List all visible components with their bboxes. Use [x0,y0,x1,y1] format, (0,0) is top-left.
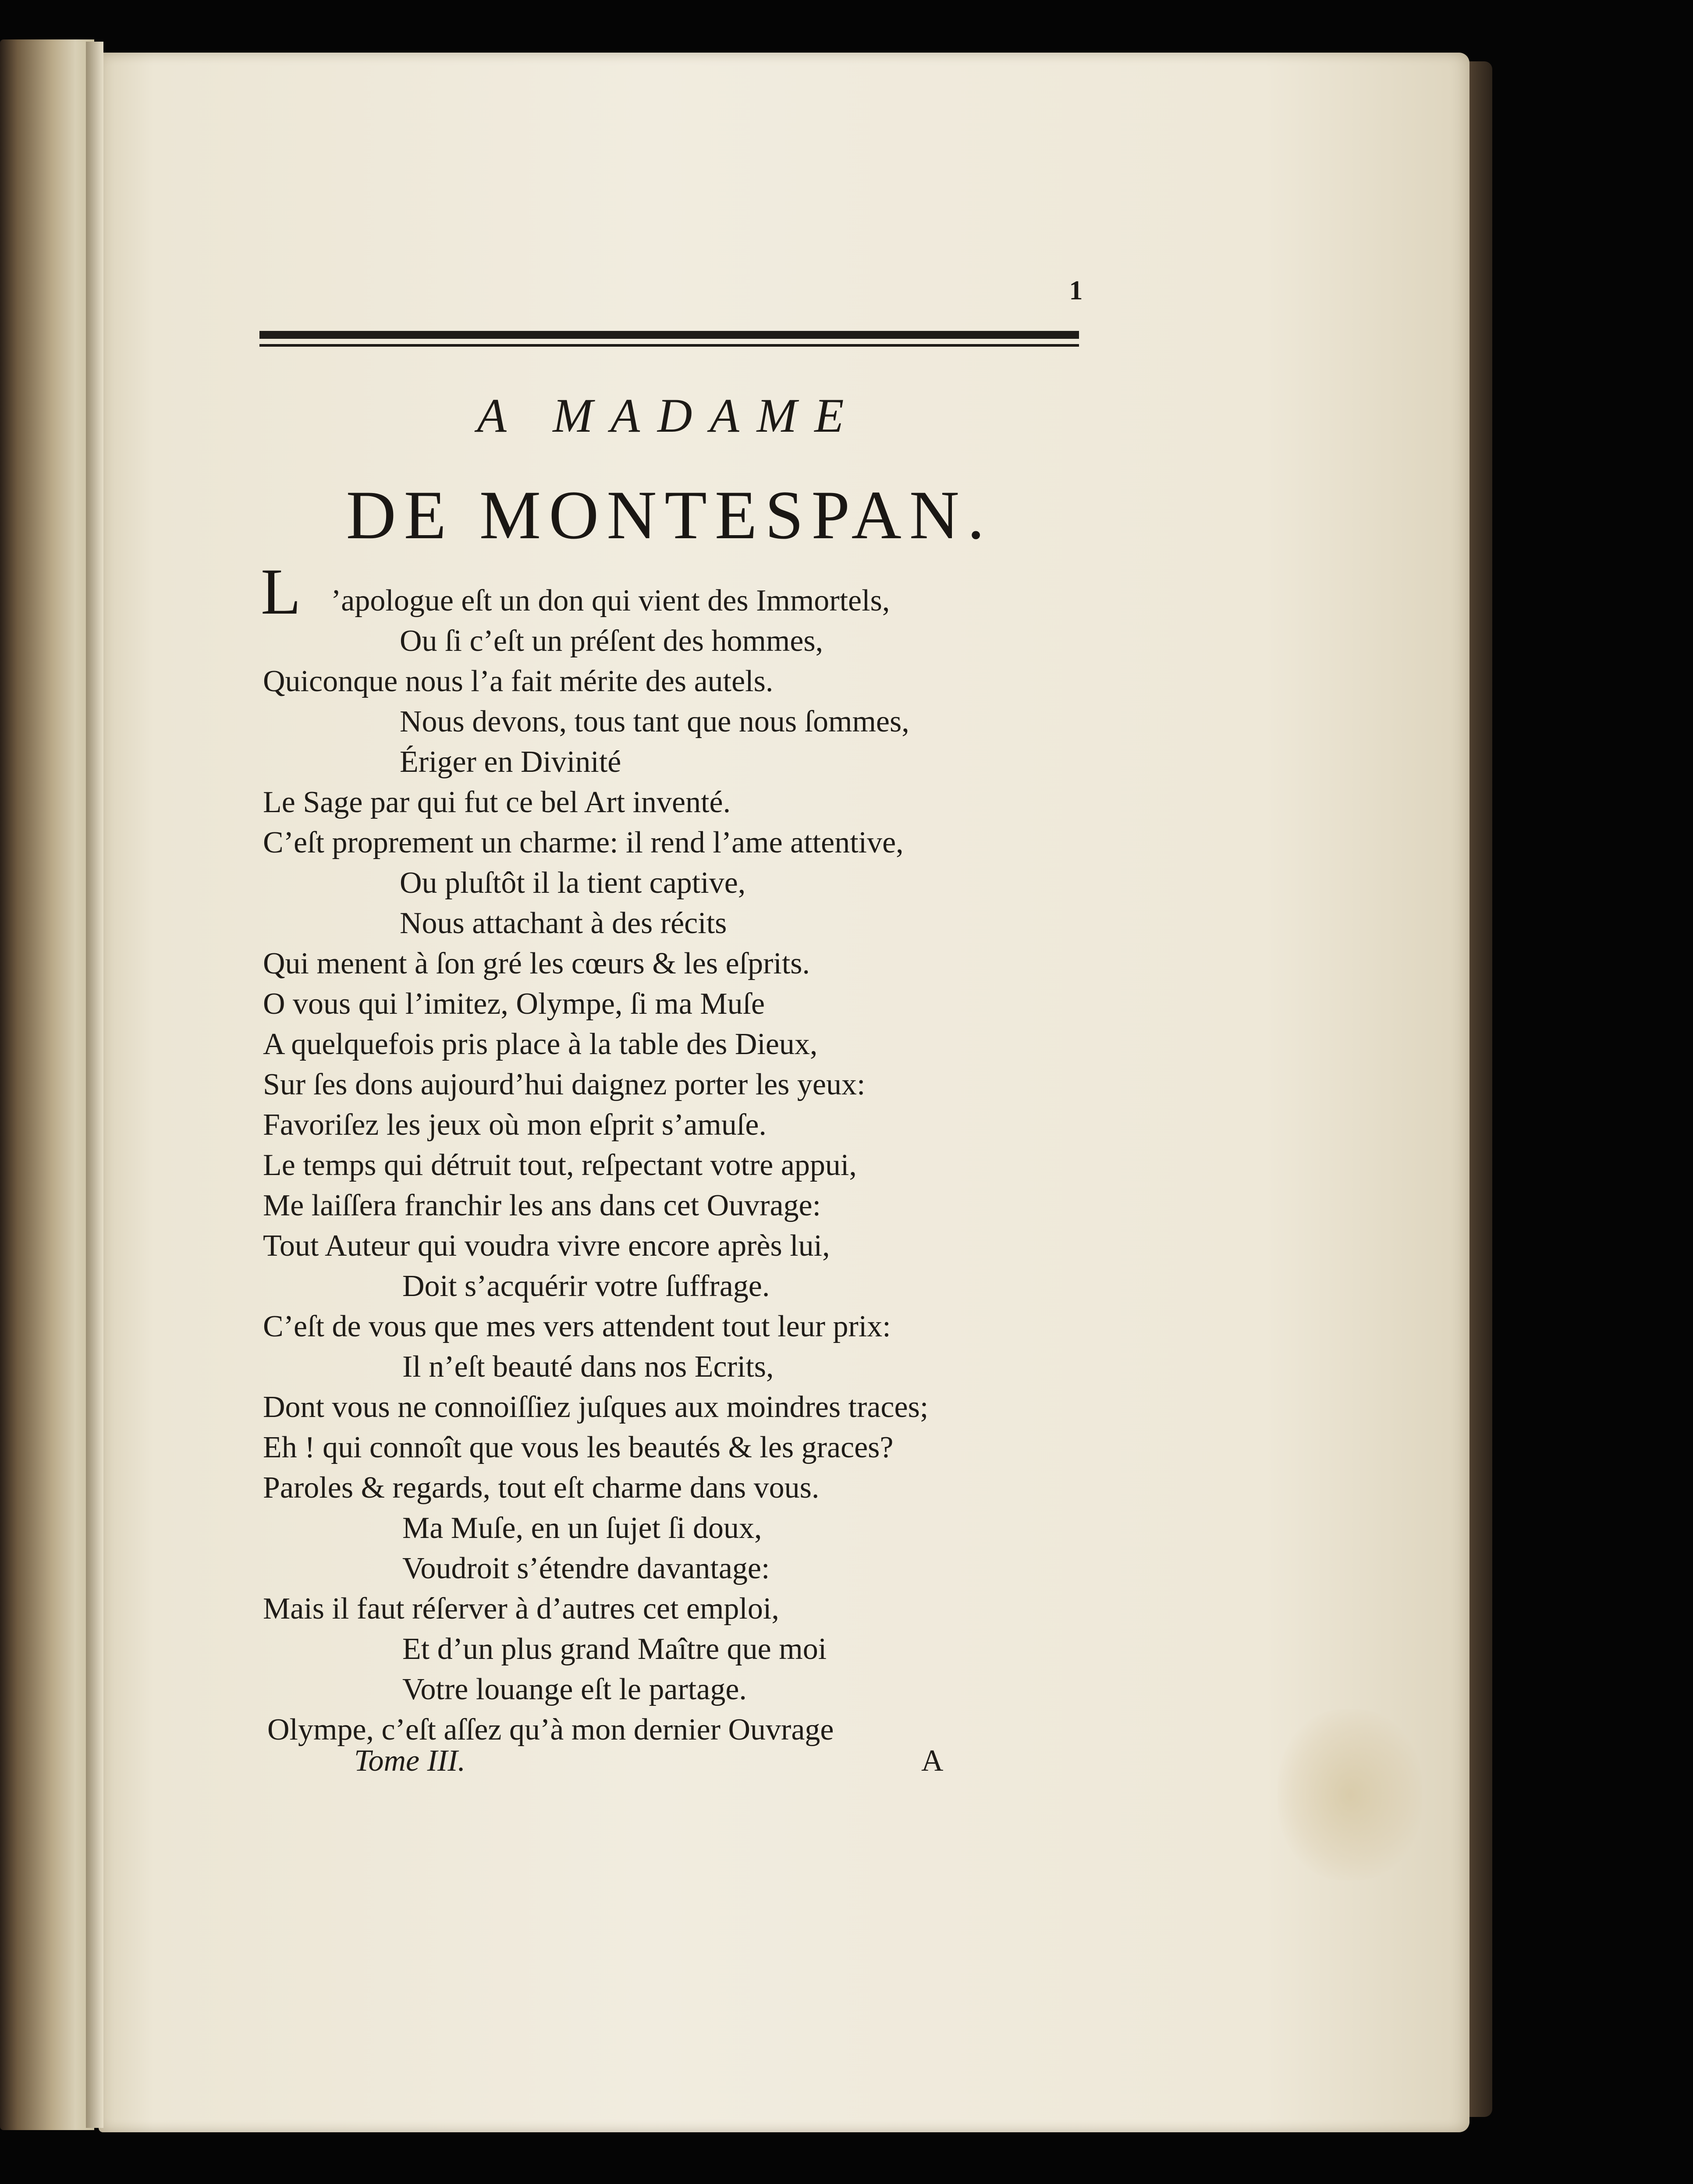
poem-line: Paroles & regards, tout eſt charme dans vous. [263,1471,820,1505]
poem-line: Votre louange eſt le partage. [402,1673,747,1706]
poem-line: Tout Auteur qui voudra vivre encore après lui, [263,1229,830,1263]
poem-line: Dont vous ne connoiſſiez juſques aux moindres traces; [263,1390,929,1424]
poem-line: Olympe, c’eſt aſſez qu’à mon dernier Ouvrage [267,1713,834,1747]
poem-line: Il n’eſt beauté dans nos Ecrits, [402,1350,774,1384]
poem-line: Ou pluſtôt il la tient captive, [400,866,746,900]
drop-cap: L [261,555,301,628]
poem-line: Nous devons, tous tant que nous ſommes, [400,705,909,739]
poem-line: Doit s’acquérir votre ſuffrage. [402,1269,770,1303]
poem-line: Sur ſes dons aujourd’hui daignez porter les yeux: [263,1068,866,1101]
poem-line: Favoriſez les jeux où mon eſprit s’amuſe. [263,1108,767,1142]
poem-line: Voudroit s’étendre davantage: [402,1552,770,1585]
poem-line: C’eſt proprement un charme: il rend l’ame attentive, [263,826,904,859]
poem-line: Mais il faut réſerver à d’autres cet emploi, [263,1592,779,1626]
volume-label: Tome III. [354,1744,466,1778]
dedication-heading-line1: A MADAME [477,389,862,442]
poem-line: Ma Muſe, en un ſujet ſi doux, [402,1511,762,1545]
poem-line: C’eſt de vous que mes vers attendent tout leur prix: [263,1310,891,1343]
poem-line: Le Sage par qui fut ce bel Art inventé. [263,785,731,819]
previous-page-edge [0,39,94,2130]
poem-line: Quiconque nous l’a fait mérite des autels. [263,664,774,698]
page-gutter [86,42,103,2128]
header-rule [259,331,1079,347]
poem-line: Et d’un plus grand Maître que moi [402,1632,827,1666]
poem-line: Le temps qui détruit tout, reſpectant votre appui, [263,1148,857,1182]
thin-rule [259,344,1079,347]
foxing-stain [1278,1709,1422,1880]
poem-line: Eh ! qui connoît que vous les beautés & les graces? [263,1431,894,1464]
poem-line: ’apologue eſt un don qui vient des Immortels, [331,584,890,618]
signature-mark: A [921,1744,944,1778]
poem-line: Me laiſſera franchir les ans dans cet Ouvrage: [263,1189,821,1222]
poem-line: Qui menent à ſon gré les cœurs & les eſprits. [263,947,810,980]
page-number: 1 [1069,276,1083,305]
poem-line: A quelquefois pris place à la table des Dieux, [263,1027,818,1061]
thick-rule [259,331,1079,339]
poem-line: Ériger en Divinité [400,745,621,779]
poem-line: Nous attachant à des récits [400,906,727,940]
dedication-heading-line2: DE MONTESPAN. [346,477,993,554]
poem-line: O vous qui l’imitez, Olympe, ſi ma Muſe [263,987,765,1021]
poem-line: Ou ſi c’eſt un préſent des hommes, [400,624,823,658]
